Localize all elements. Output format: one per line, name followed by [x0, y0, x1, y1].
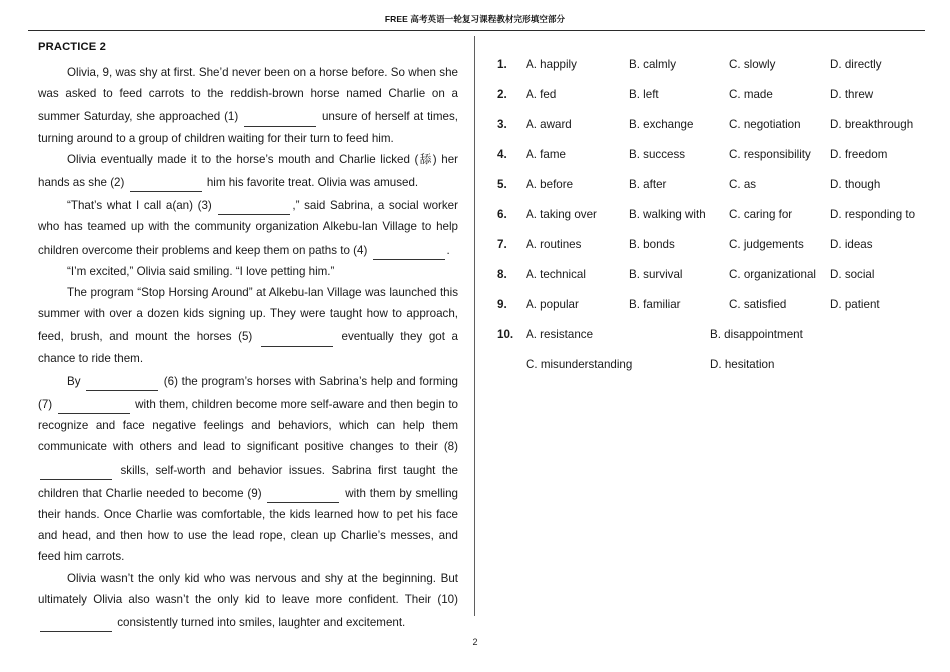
option-b[interactable]: B. exchange: [629, 118, 694, 131]
passage-paragraph: [38, 261, 458, 282]
option-d[interactable]: D. directly: [830, 58, 882, 71]
option-c[interactable]: C. made: [729, 88, 773, 101]
answer-blank[interactable]: [267, 481, 339, 503]
option-c[interactable]: C. misunderstanding: [526, 358, 633, 371]
answer-blank[interactable]: [40, 610, 112, 632]
option-a[interactable]: A. routines: [526, 238, 582, 251]
option-c[interactable]: C. organizational: [729, 268, 817, 281]
passage-paragraph: [38, 568, 458, 634]
option-c[interactable]: C. satisfied: [729, 298, 787, 311]
option-d[interactable]: D. freedom: [830, 148, 888, 161]
option-d[interactable]: D. responding to: [830, 208, 916, 221]
passage-text: “That’s what I call a(an) (3): [67, 199, 217, 213]
answer-blank[interactable]: [373, 238, 445, 260]
passage-text: The program “Stop Horsing Around” at Alkebu-lan Village was launched this summer with over a dozen kids signing up. They were taught how to approach, feed, brush, and mount the horses (5): [38, 286, 458, 344]
question-row: [497, 148, 933, 178]
passage-text: Olivia eventually made it to the horse’s mouth and Charlie licked (舔) her hands as she (2): [38, 152, 458, 190]
answer-blank[interactable]: [261, 324, 333, 346]
question-number: 3.: [497, 118, 507, 131]
passage-text: skills, self-worth and behavior issues. Sabrina first taught the children that Charlie needed to become (9): [38, 463, 458, 500]
passage-text: with them, children become more self-aware and then begin to recognize and face negative feelings and behaviors, which can help them communicate with others and lead to significant positive changes to their (8): [38, 398, 458, 454]
answer-blank[interactable]: [130, 170, 202, 192]
option-a[interactable]: A. taking over: [526, 208, 597, 221]
question-number: 2.: [497, 88, 507, 101]
question-number: 7.: [497, 238, 507, 251]
passage-text: him his favorite treat. Olivia was amused.: [203, 176, 419, 190]
question-number: 8.: [497, 268, 507, 281]
option-b[interactable]: B. familiar: [629, 298, 681, 311]
passage-text: .: [446, 243, 450, 257]
passage-text: Olivia, 9, was shy at first. She’d never been on a horse before. So when she was asked to feed carrots to the reddish-brown horse named Charlie on a summer Saturday, she approached (1): [38, 66, 458, 124]
option-c[interactable]: C. caring for: [729, 208, 793, 221]
passage-text: “I’m excited,” Olivia said smiling. “I love petting him.”: [67, 264, 335, 278]
option-a[interactable]: A. resistance: [526, 328, 594, 341]
question-row: [497, 178, 933, 208]
question-row: [497, 208, 933, 238]
page-number: 2: [472, 637, 478, 647]
passage-paragraph: [38, 369, 458, 568]
answer-blank[interactable]: [58, 392, 130, 414]
option-b[interactable]: B. left: [629, 88, 659, 101]
question-row: [497, 328, 933, 358]
option-d[interactable]: D. threw: [830, 88, 874, 101]
passage-paragraph: [38, 282, 458, 369]
passage-paragraph: [38, 193, 458, 261]
option-a[interactable]: A. award: [526, 118, 572, 131]
passage-text: (6) the program’s horses with Sabrina’s help and forming (7): [38, 374, 458, 412]
option-b[interactable]: B. survival: [629, 268, 683, 281]
question-row-continued: [497, 358, 933, 388]
option-b[interactable]: B. success: [629, 148, 686, 161]
option-a[interactable]: A. happily: [526, 58, 577, 71]
question-row: [497, 298, 933, 328]
option-c[interactable]: C. negotiation: [729, 118, 801, 131]
passage-body: [38, 62, 458, 633]
passage-text: with them by smelling their hands. Once Charlie was comfortable, the kids learned how to pet his face and head, and then how to use the lead rope, clean up Charlie’s messes, and feed him carrots.: [38, 486, 458, 564]
question-row: [497, 118, 933, 148]
question-number: 6.: [497, 208, 507, 221]
question-number: 10.: [497, 328, 514, 341]
passage-text: unsure of herself at times, turning around to a group of children waiting for their turn to feed him.: [38, 110, 458, 145]
passage-paragraph: [38, 149, 458, 193]
question-number: 5.: [497, 178, 507, 191]
option-d[interactable]: D. breakthrough: [830, 118, 914, 131]
option-c[interactable]: C. as: [729, 178, 757, 191]
option-d[interactable]: D. social: [830, 268, 875, 281]
question-list: [497, 58, 933, 388]
option-a[interactable]: A. fame: [526, 148, 566, 161]
running-header-title: FREE 高考英语一轮复习课程教材完形填空部分: [384, 14, 566, 24]
question-number: 4.: [497, 148, 507, 161]
option-a[interactable]: A. before: [526, 178, 574, 191]
option-a[interactable]: A. technical: [526, 268, 586, 281]
option-d[interactable]: D. ideas: [830, 238, 873, 251]
option-c[interactable]: C. slowly: [729, 58, 776, 71]
passage-text: eventually they got a chance to ride them.: [38, 330, 458, 365]
option-d[interactable]: D. patient: [830, 298, 880, 311]
answer-blank[interactable]: [244, 104, 316, 126]
question-row: [497, 58, 933, 88]
answer-blank[interactable]: [218, 193, 290, 215]
option-a[interactable]: A. fed: [526, 88, 557, 101]
column-divider-rule: [474, 36, 475, 616]
question-row: [497, 268, 933, 298]
option-b[interactable]: B. calmly: [629, 58, 677, 71]
passage-text: ,” said Sabrina, a social worker who has teamed up with the community organization Alkebu-lan Village to help children overcome their problems and keep them on paths to (4): [38, 199, 458, 257]
passage-text: Olivia wasn’t the only kid who was nervous and shy at the beginning. But ultimately Olivia also wasn’t the only kid to leave more confident. Their (10): [38, 571, 458, 606]
answer-blank[interactable]: [86, 369, 158, 391]
option-d[interactable]: D. though: [830, 178, 881, 191]
option-b[interactable]: B. bonds: [629, 238, 675, 251]
option-b[interactable]: B. walking with: [629, 208, 706, 221]
passage-paragraph: [38, 62, 458, 149]
option-a[interactable]: A. popular: [526, 298, 579, 311]
option-c[interactable]: C. responsibility: [729, 148, 811, 161]
passage-column: [38, 41, 458, 633]
question-row: [497, 88, 933, 118]
options-column: [497, 58, 933, 388]
question-row: [497, 238, 933, 268]
option-d[interactable]: D. hesitation: [710, 358, 775, 371]
option-c[interactable]: C. judgements: [729, 238, 804, 251]
practice-heading: PRACTICE 2: [38, 41, 107, 53]
question-number: 1.: [497, 58, 507, 71]
header-divider-rule: [28, 30, 925, 31]
option-b[interactable]: B. disappointment: [710, 328, 803, 341]
passage-text: consistently turned into smiles, laughter and excitement.: [114, 616, 406, 630]
answer-blank[interactable]: [40, 458, 112, 480]
passage-text: By: [67, 374, 85, 388]
question-number: 9.: [497, 298, 507, 311]
option-b[interactable]: B. after: [629, 178, 667, 191]
